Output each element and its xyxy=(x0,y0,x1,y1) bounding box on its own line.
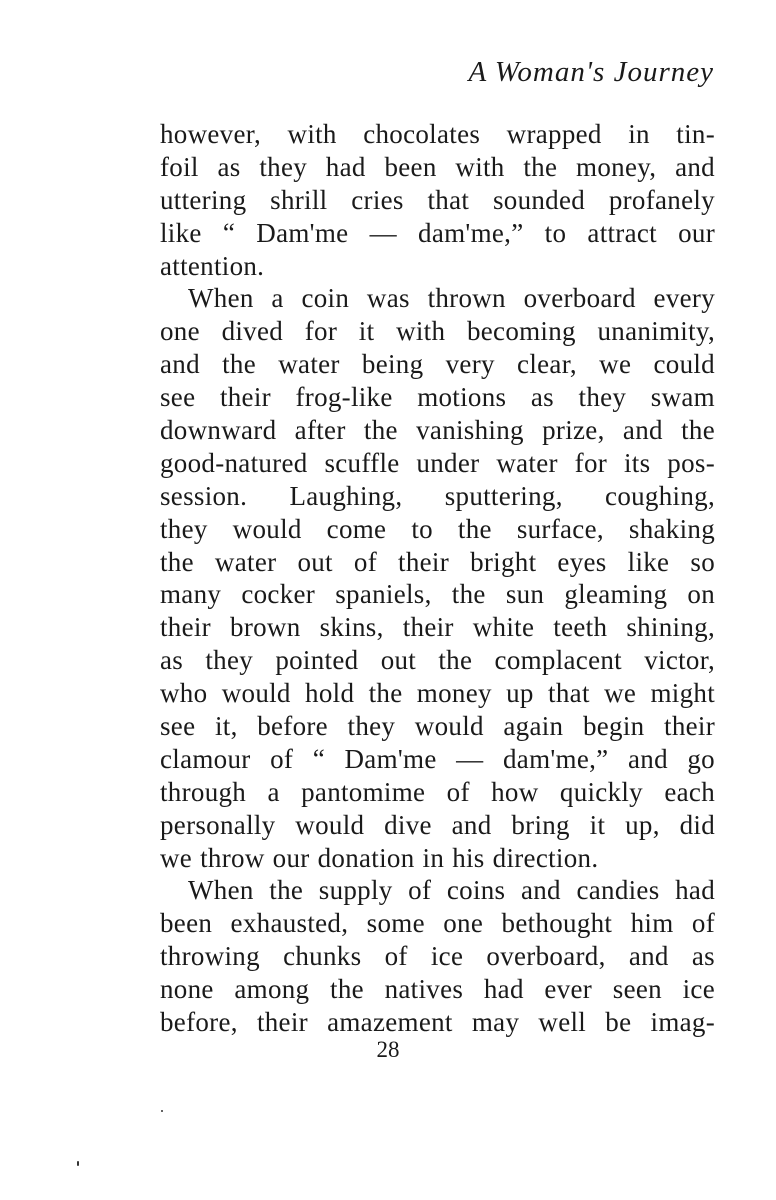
text-line: through a pantomime of how quickly each xyxy=(160,776,715,807)
text-line: their brown skins, their white teeth shining, xyxy=(160,612,715,643)
text-line: we throw our donation in his direction. xyxy=(160,842,599,873)
text-line: like “ Dam'me — dam'me,” to attract our xyxy=(160,217,715,248)
text-line: see their frog-like motions as they swam xyxy=(160,382,715,413)
text-line: and the water being very clear, we could xyxy=(160,349,715,380)
page-number: 28 xyxy=(376,1037,400,1062)
paragraph-first-line: When the supply of coins and candies had xyxy=(188,875,715,906)
text-line: however, with chocolates wrapped in tin- xyxy=(160,119,715,149)
running-head-title: A Woman's Journey xyxy=(468,56,714,88)
text-line: the water out of their bright eyes like so xyxy=(160,546,715,577)
text-line: foil as they had been with the money, and xyxy=(160,151,715,182)
text-line: good-natured scuffle under water for its pos- xyxy=(160,447,715,478)
text-line: downward after the vanishing prize, and the xyxy=(160,415,715,446)
text-line: attention. xyxy=(160,250,265,281)
text-line: who would hold the money up that we might xyxy=(160,678,715,709)
text-line: none among the natives had ever seen ice xyxy=(160,974,715,1005)
text-line: one dived for it with becoming unanimity, xyxy=(160,316,715,347)
text-line: before, their amazement may well be imag- xyxy=(160,1007,715,1038)
text-line: as they pointed out the complacent victor, xyxy=(160,645,715,676)
text-line: throwing chunks of ice overboard, and as xyxy=(160,941,715,972)
text-line: uttering shrill cries that sounded profanely xyxy=(160,184,715,215)
text-line: many cocker spaniels, the sun gleaming on xyxy=(160,579,715,610)
paragraph-first-line: When a coin was thrown overboard every xyxy=(188,283,715,314)
scan-speck xyxy=(161,1110,163,1112)
text-line: see it, before they would again begin their xyxy=(160,711,715,742)
text-line: personally would dive and bring it up, did xyxy=(160,809,715,840)
text-line: session. Laughing, sputtering, coughing, xyxy=(160,480,715,511)
body-text xyxy=(160,118,715,1039)
text-line: been exhausted, some one bethought him of xyxy=(160,908,715,939)
scan-speck xyxy=(77,1161,79,1166)
text-line: they would come to the surface, shaking xyxy=(160,513,715,544)
text-line: clamour of “ Dam'me — dam'me,” and go xyxy=(160,743,715,774)
